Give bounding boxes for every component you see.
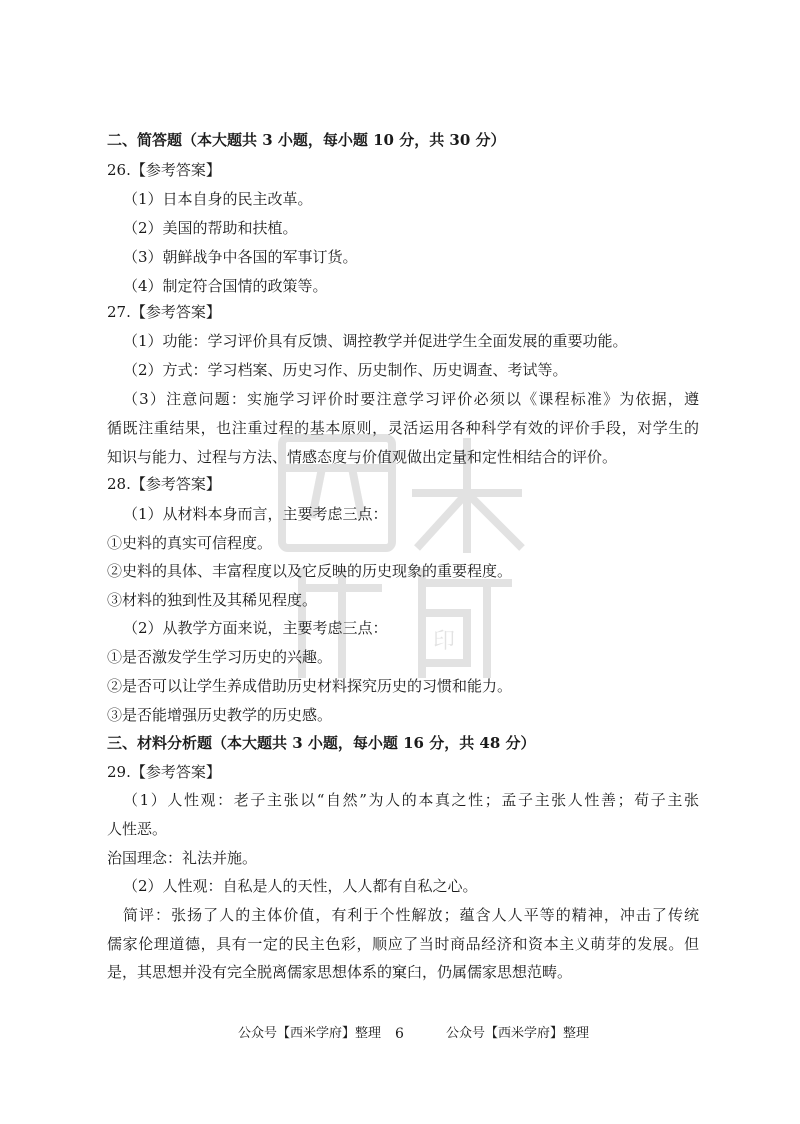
answer-line: ③是否能增强历史教学的历史感。 xyxy=(107,706,333,724)
answer-line: ②史料的具体、丰富程度以及它反映的历史现象的重要程度。 xyxy=(107,562,513,580)
answer-heading-26: 26.【参考答案】 xyxy=(107,161,221,179)
answer-line: （4）制定符合国情的政策等。 xyxy=(123,277,328,295)
section-heading-material-analysis: 三、材料分析题（本大题共 3 小题，每小题 16 分，共 48 分） xyxy=(107,734,536,752)
answer-line: （3）朝鲜战争中各国的军事订货。 xyxy=(123,248,358,266)
answer-line: （2）从教学方面来说，主要考虑三点： xyxy=(123,619,388,637)
answer-line: 简评：张扬了人的主体价值，有利于个性解放；蕴含人人平等的精神，冲击了传统 xyxy=(123,906,699,924)
answer-line: （2）美国的帮助和扶植。 xyxy=(123,219,298,237)
answer-line: ②是否可以让学生养成借助历史材料探究历史的习惯和能力。 xyxy=(107,677,513,695)
answer-line: 人性恶。 xyxy=(107,820,168,838)
answer-line: （1）人性观：老子主张以“自然”为人的本真之性；孟子主张人性善；荀子主张 xyxy=(123,791,699,809)
answer-line: （2）人性观：自私是人的天性，人人都有自私之心。 xyxy=(123,877,478,895)
answer-line: 儒家伦理道德，具有一定的民主色彩，顺应了当时商品经济和资本主义萌芽的发展。但 xyxy=(107,935,699,953)
section-heading-short-answer: 二、简答题（本大题共 3 小题，每小题 10 分，共 30 分） xyxy=(107,131,506,149)
answer-heading-29: 29.【参考答案】 xyxy=(107,763,221,781)
answer-line: ①史料的真实可信程度。 xyxy=(107,534,273,552)
answer-line: 循既注重结果，也注重过程的基本原则，灵活运用各种科学有效的评价手段，对学生的 xyxy=(107,419,699,437)
answer-line: ①是否激发学生学习历史的兴趣。 xyxy=(107,648,333,666)
answer-heading-28: 28.【参考答案】 xyxy=(107,475,221,493)
footer-right-credit: 公众号【西米学府】整理 xyxy=(446,1026,590,1041)
answer-line: （1）从材料本身而言，主要考虑三点： xyxy=(123,505,388,523)
answer-line: 知识与能力、过程与方法、情感态度与价值观做出定量和定性相结合的评价。 xyxy=(107,448,618,466)
answer-line: 是，其思想并没有完全脱离儒家思想体系的窠臼，仍属儒家思想范畴。 xyxy=(107,963,573,981)
answer-line: （2）方式：学习档案、历史习作、历史制作、历史调查、考试等。 xyxy=(123,361,568,379)
answer-heading-27: 27.【参考答案】 xyxy=(107,303,221,321)
answer-line: 治国理念：礼法并施。 xyxy=(107,849,258,867)
answer-line: （3）注意问题：实施学习评价时要注意学习评价必须以《课程标准》为依据，遵 xyxy=(123,390,699,408)
answer-line: （1）功能：学习评价具有反馈、调控教学并促进学生全面发展的重要功能。 xyxy=(123,332,628,350)
answer-line: （1）日本自身的民主改革。 xyxy=(123,190,313,208)
footer-left-credit: 公众号【西米学府】整理 xyxy=(238,1026,382,1041)
watermark-stamp: 印 xyxy=(432,629,456,654)
answer-line: ③材料的独到性及其稀见程度。 xyxy=(107,591,318,609)
page-number: 6 xyxy=(395,1026,404,1042)
